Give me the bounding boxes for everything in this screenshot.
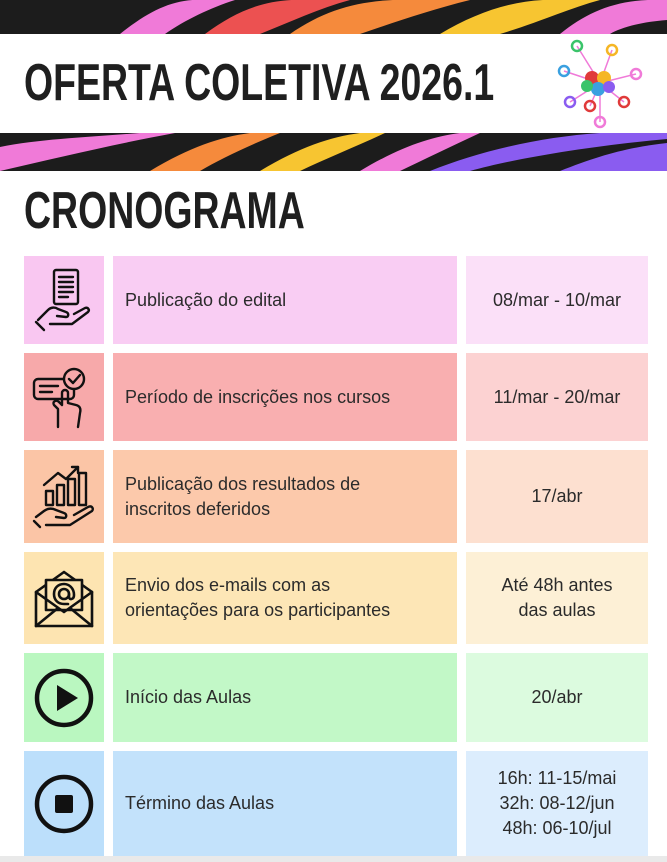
section-title: CRONOGRAMA — [24, 182, 305, 240]
header — [0, 34, 667, 133]
email-envelope-icon — [32, 566, 96, 630]
schedule-date: Até 48h antes das aulas — [501, 575, 613, 620]
schedule-description: Período de inscrições nos cursos — [125, 386, 391, 407]
schedule-description-cell — [113, 353, 457, 441]
schedule-row — [0, 653, 667, 742]
schedule-date-cell — [466, 353, 648, 441]
schedule-description: Publicação dos resultados de inscritos deferidos — [125, 473, 361, 519]
schedule-icon-cell — [24, 552, 104, 644]
schedule-date-cell — [466, 751, 648, 856]
schedule-description-cell — [113, 552, 457, 644]
schedule-date: 16h: 11-15/mai 32h: 08-12/jun 48h: 06-10/jul — [497, 768, 617, 838]
decorative-stripe-band-middle — [0, 133, 667, 171]
schedule-description-cell — [113, 450, 457, 543]
schedule-description: Início das Aulas — [125, 687, 252, 707]
schedule-date-cell — [466, 653, 648, 742]
schedule-description-cell — [113, 751, 457, 856]
schedule-date: 17/abr — [531, 486, 583, 506]
schedule-description: Publicação do edital — [125, 289, 287, 310]
schedule-date-cell — [466, 256, 648, 344]
network-hub-icon — [552, 36, 648, 130]
document-hand-icon — [32, 268, 96, 332]
schedule-description: Término das Aulas — [125, 793, 275, 813]
form-check-click-icon — [32, 365, 96, 429]
schedule-description-cell — [113, 653, 457, 742]
growth-chart-hand-icon — [32, 465, 96, 529]
page-title: OFERTA COLETIVA 2026.1 — [24, 54, 495, 112]
schedule-icon-cell — [24, 751, 104, 856]
decorative-stripe-band-top — [0, 0, 667, 34]
bottom-divider — [0, 856, 667, 862]
schedule-row — [0, 751, 667, 856]
schedule-icon-cell — [24, 256, 104, 344]
play-circle-icon — [32, 666, 96, 730]
schedule-icon-cell — [24, 353, 104, 441]
schedule-row — [0, 552, 667, 644]
schedule-icon-cell — [24, 653, 104, 742]
schedule-icon-cell — [24, 450, 104, 543]
stop-circle-icon — [32, 772, 96, 836]
schedule-date-cell — [466, 450, 648, 543]
schedule-date: 20/abr — [531, 687, 583, 707]
schedule-date-cell — [466, 552, 648, 644]
schedule-row — [0, 256, 667, 344]
schedule-row — [0, 450, 667, 543]
schedule-description: Envio dos e-mails com as orientações para os participantes — [125, 575, 391, 620]
schedule-description-cell — [113, 256, 457, 344]
schedule-date: 08/mar - 10/mar — [492, 289, 622, 310]
schedule-date: 11/mar - 20/mar — [493, 386, 621, 407]
schedule-row — [0, 353, 667, 441]
